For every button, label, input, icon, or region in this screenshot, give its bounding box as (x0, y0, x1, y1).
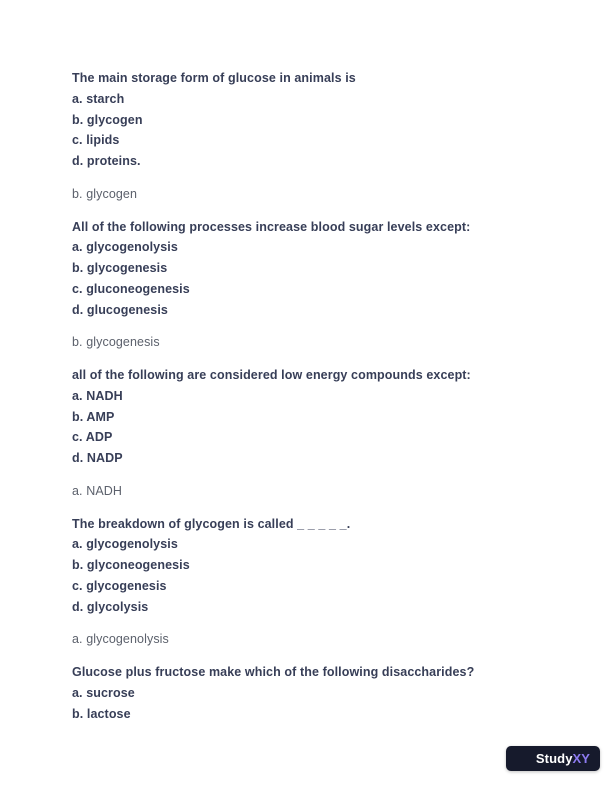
question-text: The main storage form of glucose in animals is (72, 71, 356, 85)
answer-option: a. glycogenolysis (72, 537, 178, 552)
answer-option: a. sucrose (72, 685, 135, 700)
answer-option: d. glycolysis (72, 599, 149, 614)
answer-option: b. glycogenesis (72, 261, 168, 275)
answer-option: c. lipids (72, 133, 120, 148)
answer-option: d. glucogenesis (72, 302, 168, 317)
answer-option: c. glycogenesis (72, 578, 167, 593)
answer-option: b. glycogen (72, 112, 143, 127)
question-block (72, 217, 552, 354)
answer-option: b. AMP (72, 409, 115, 424)
question-block (72, 365, 552, 502)
brand-name-primary: Study (535, 751, 573, 766)
brand-name-accent: XY (572, 751, 591, 766)
question-block (72, 662, 552, 724)
answer-option: a. NADH (72, 388, 123, 403)
correct-answer: a. glycogenolysis (72, 632, 169, 647)
quiz-content (72, 68, 552, 724)
answer-option: b. glyconeogenesis (72, 558, 190, 572)
plus-icon (516, 751, 531, 766)
answer-option: d. NADP (72, 451, 123, 465)
answer-option: c. ADP (72, 430, 113, 445)
answer-option: c. gluconeogenesis (72, 281, 190, 296)
answer-option: a. glycogenolysis (72, 240, 178, 255)
question-text: Glucose plus fructose make which of the following disaccharides? (72, 665, 475, 679)
answer-option: a. starch (72, 91, 125, 106)
correct-answer: b. glycogenesis (72, 335, 160, 350)
question-text: All of the following processes increase blood sugar levels except: (72, 219, 471, 234)
question-block (72, 68, 552, 205)
correct-answer: a. NADH (72, 483, 123, 498)
correct-answer: b. glycogen (72, 186, 138, 201)
brand-name (536, 752, 590, 765)
question-text: all of the following are considered low energy compounds except: (72, 368, 471, 382)
answer-option: d. proteins. (72, 154, 141, 168)
studyxy-logo-badge[interactable] (506, 746, 600, 771)
question-text: The breakdown of glycogen is called _ _ _ _ _. (72, 516, 351, 531)
answer-option: b. lactose (72, 706, 131, 721)
question-block (72, 514, 552, 651)
